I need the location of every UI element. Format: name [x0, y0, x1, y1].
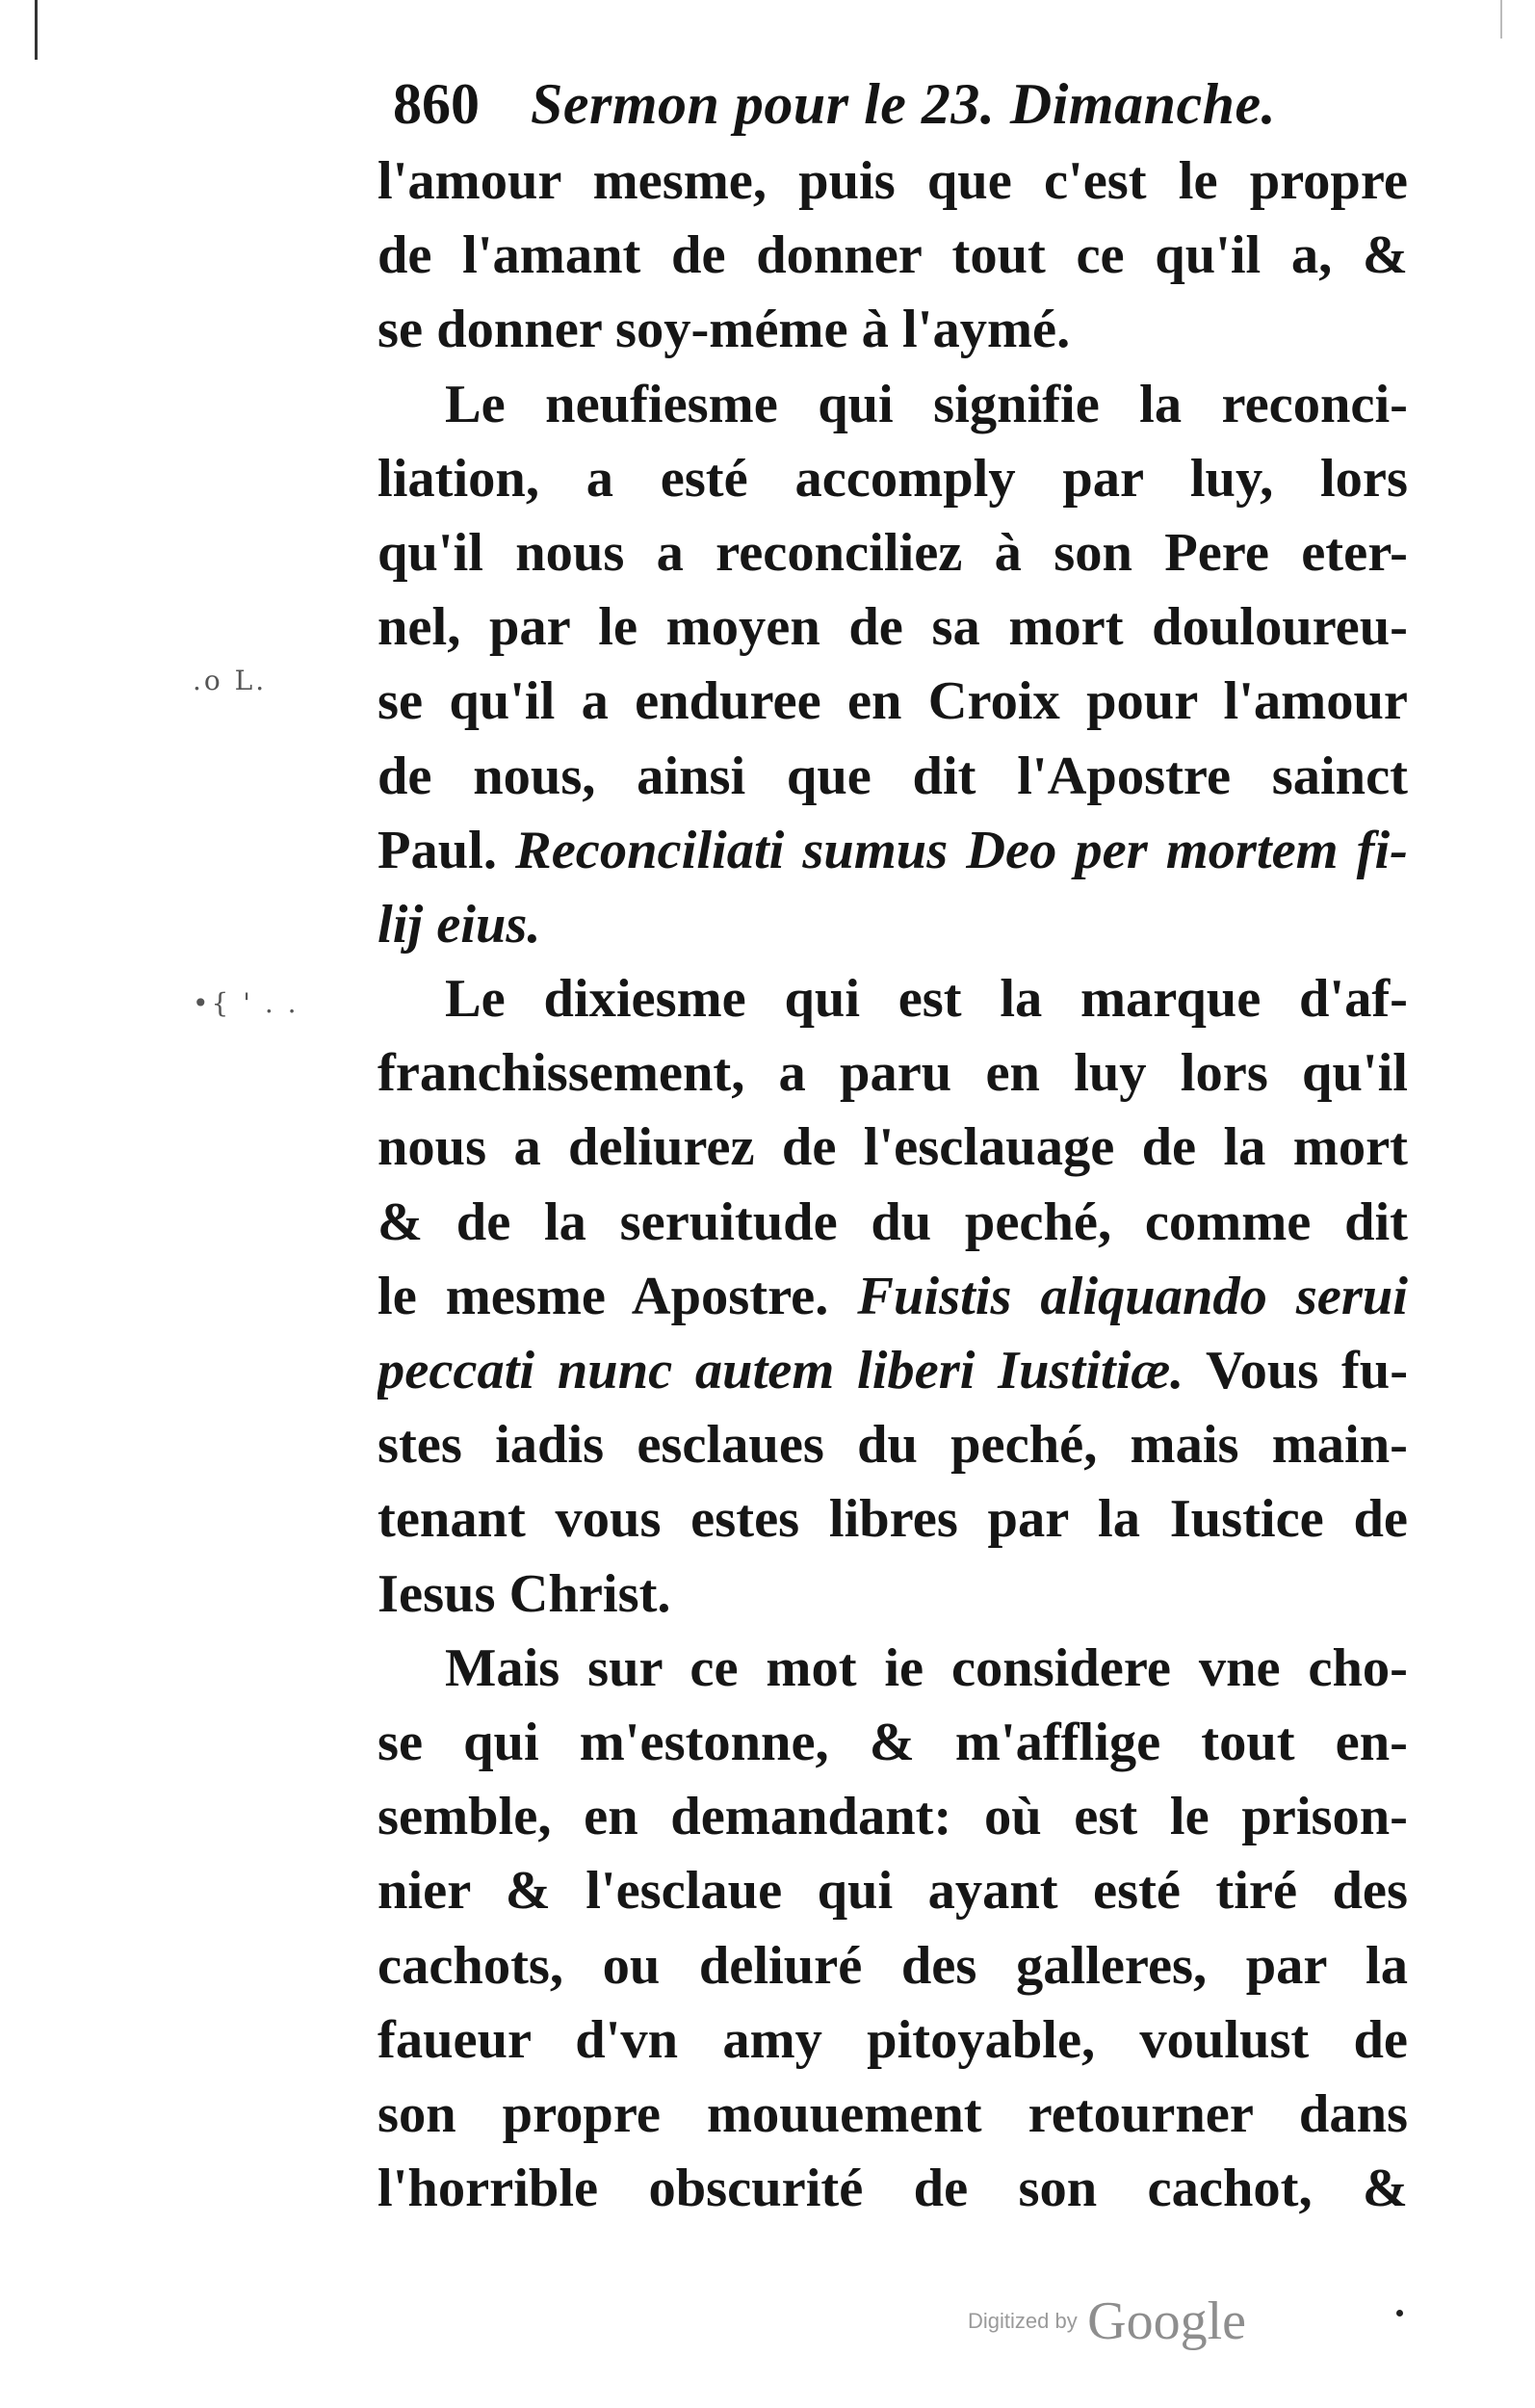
text-line: & de la seruitude du peché, comme dit	[377, 1191, 1408, 1252]
text-line: de l'amant de donner tout ce qu'il a, &	[377, 225, 1408, 286]
text-line: son propre mouuement retourner dans	[377, 2083, 1408, 2144]
text-line: se donner soy-méme à l'aymé.	[377, 300, 1071, 360]
text-line: Le dixiesme qui est la marque d'af-	[445, 969, 1408, 1030]
text-line: stes iadis esclaues du peché, mais main-	[377, 1415, 1408, 1476]
scan-edge-left	[35, 0, 38, 60]
margin-mark: .o L.	[193, 665, 268, 696]
digitized-watermark	[968, 2290, 1246, 2352]
running-head	[393, 67, 1404, 141]
text-line: l'amour mesme, puis que c'est le propre	[377, 151, 1408, 211]
text-line: cachots, ou deliuré des galleres, par la	[377, 1935, 1408, 1996]
text-line: le mesme Apostre. Fuistis aliquando serui	[377, 1266, 1408, 1326]
text-line: nier & l'esclaue qui ayant esté tiré des	[377, 1861, 1408, 1922]
text-line: franchissement, a paru en luy lors qu'il	[377, 1043, 1408, 1104]
text-line: peccati nunc autem liberi Iustitiæ. Vous fu-	[377, 1341, 1408, 1400]
text-line: nous a deliurez de l'esclauage de la mort	[377, 1117, 1408, 1178]
body-text	[377, 144, 1408, 2226]
text-line: tenant vous estes libres par la Iustice de	[377, 1489, 1408, 1550]
text-line: semble, en demandant: où est le prison-	[377, 1787, 1408, 1847]
digitized-by-label: Digitized by	[968, 2309, 1078, 2333]
text-line: Iesus Christ.	[377, 1563, 671, 1624]
text-line: nel, par le moyen de sa mort douloureu-	[377, 597, 1408, 658]
text-line: de nous, ainsi que dit l'Apostre sainct	[377, 746, 1408, 806]
text-line: qu'il nous a reconciliez à son Pere eter-	[377, 522, 1408, 583]
scan-edge-right	[1500, 0, 1502, 39]
text-line: se qu'il a enduree en Croix pour l'amour	[377, 671, 1408, 732]
text-line: faueur d'vn amy pitoyable, voulust de	[377, 2009, 1408, 2070]
text-line: se qui m'estonne, & m'afflige tout en-	[377, 1712, 1408, 1772]
text-line: Mais sur ce mot ie considere vne cho-	[445, 1637, 1408, 1698]
running-title: Sermon pour le 23. Dimanche.	[531, 72, 1277, 136]
page-number: 860	[393, 72, 480, 136]
text-line: Paul. Reconciliati sumus Deo per mortem fi-	[377, 820, 1408, 880]
text-line: Le neufiesme qui signifie la reconci-	[445, 374, 1408, 434]
margin-mark: •{ ' . .	[193, 987, 299, 1019]
text-line: l'horrible obscurité de son cachot, &	[377, 2159, 1408, 2219]
google-logo: Google	[1087, 2291, 1247, 2351]
text-line: liation, a esté accomply par luy, lors	[377, 448, 1408, 509]
text-line: lij eius.	[377, 894, 541, 955]
ink-dot	[1396, 2310, 1403, 2316]
